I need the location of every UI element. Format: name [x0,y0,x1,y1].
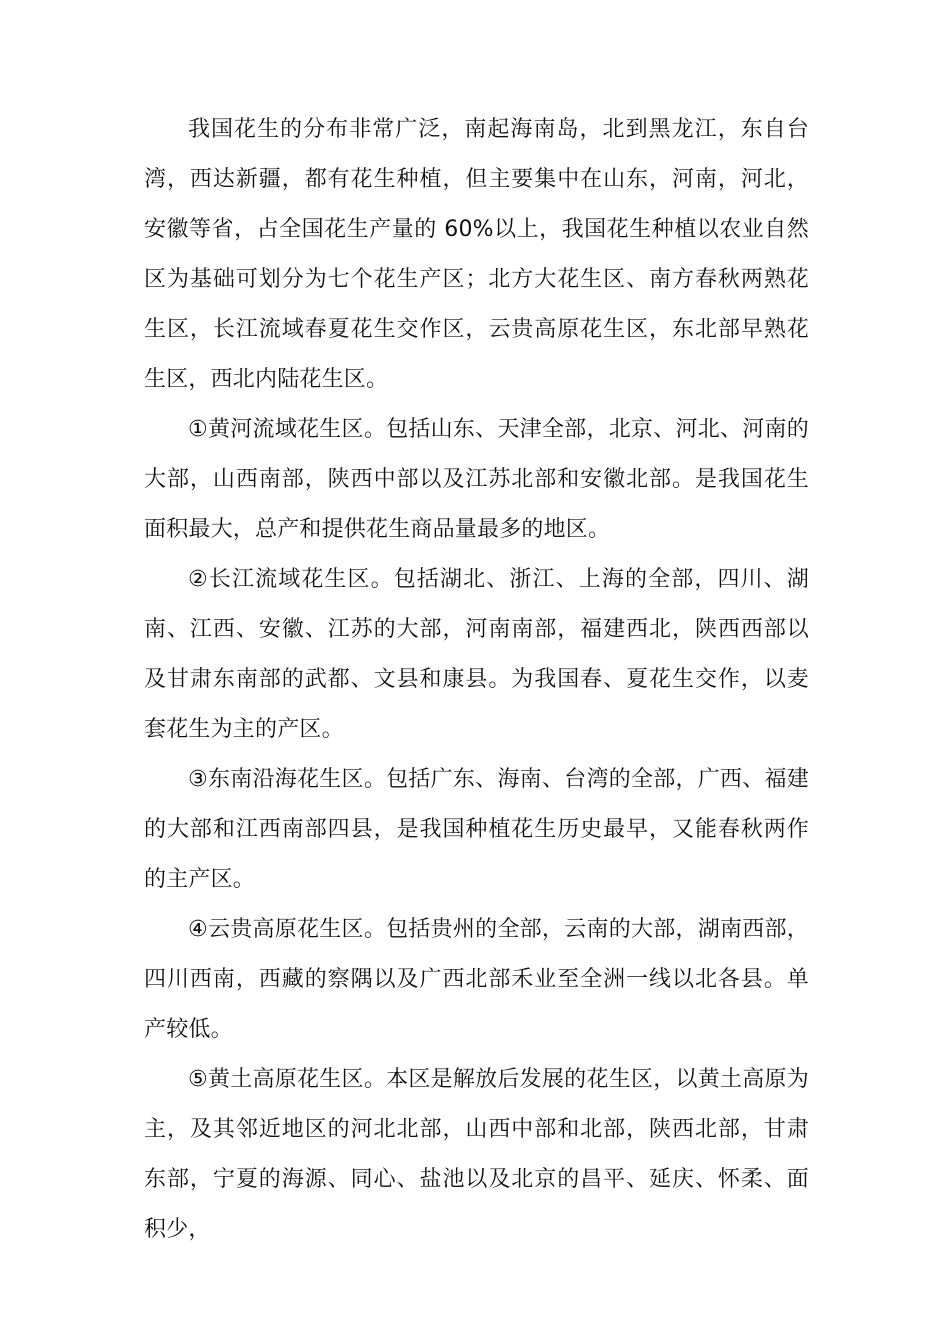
document-body [144,105,809,1255]
paragraph-region-3: ③东南沿海花生区。包括广东、海南、台湾的全部，广西、福建的大部和江西南部四县，是我国种植花生历史最早，又能春秋两作的主产区。 [144,767,809,892]
paragraph-intro: 我国花生的分布非常广泛，南起海南岛，北到黑龙江，东自台湾，西达新疆，都有花生种植，但主要集中在山东，河南，河北，安徽等省，占全国花生产量的 60%以上，我国花生种植以农业自然区为基础可划分为七个花生产区；北方大花生区、南方春秋两熟花生区，长江流域春夏花生交作区，云贵高原花生区，东北部早熟花生区，西北内陆花生区。 [144,117,809,392]
paragraph-region-2: ②长江流域花生区。包括湖北、浙江、上海的全部，四川、湖南、江西、安徽、江苏的大部，河南南部，福建西北，陕西西部以及甘肃东南部的武都、文县和康县。为我国春、夏花生交作，以麦套花生为主的产区。 [144,567,809,742]
paragraph-region-5: ⑤黄土高原花生区。本区是解放后发展的花生区，以黄土高原为主，及其邻近地区的河北北部，山西中部和北部，陕西北部，甘肃东部，宁夏的海源、同心、盐池以及北京的昌平、延庆、怀柔、面积少， [144,1067,809,1242]
paragraph-region-4: ④云贵高原花生区。包括贵州的全部，云南的大部，湖南西部，四川西南，西藏的察隅以及广西北部禾业至全洲一线以北各县。单产较低。 [144,917,809,1042]
paragraph-region-1: ①黄河流域花生区。包括山东、天津全部，北京、河北、河南的大部，山西南部，陕西中部以及江苏北部和安徽北部。是我国花生面积最大，总产和提供花生商品量最多的地区。 [144,417,809,542]
